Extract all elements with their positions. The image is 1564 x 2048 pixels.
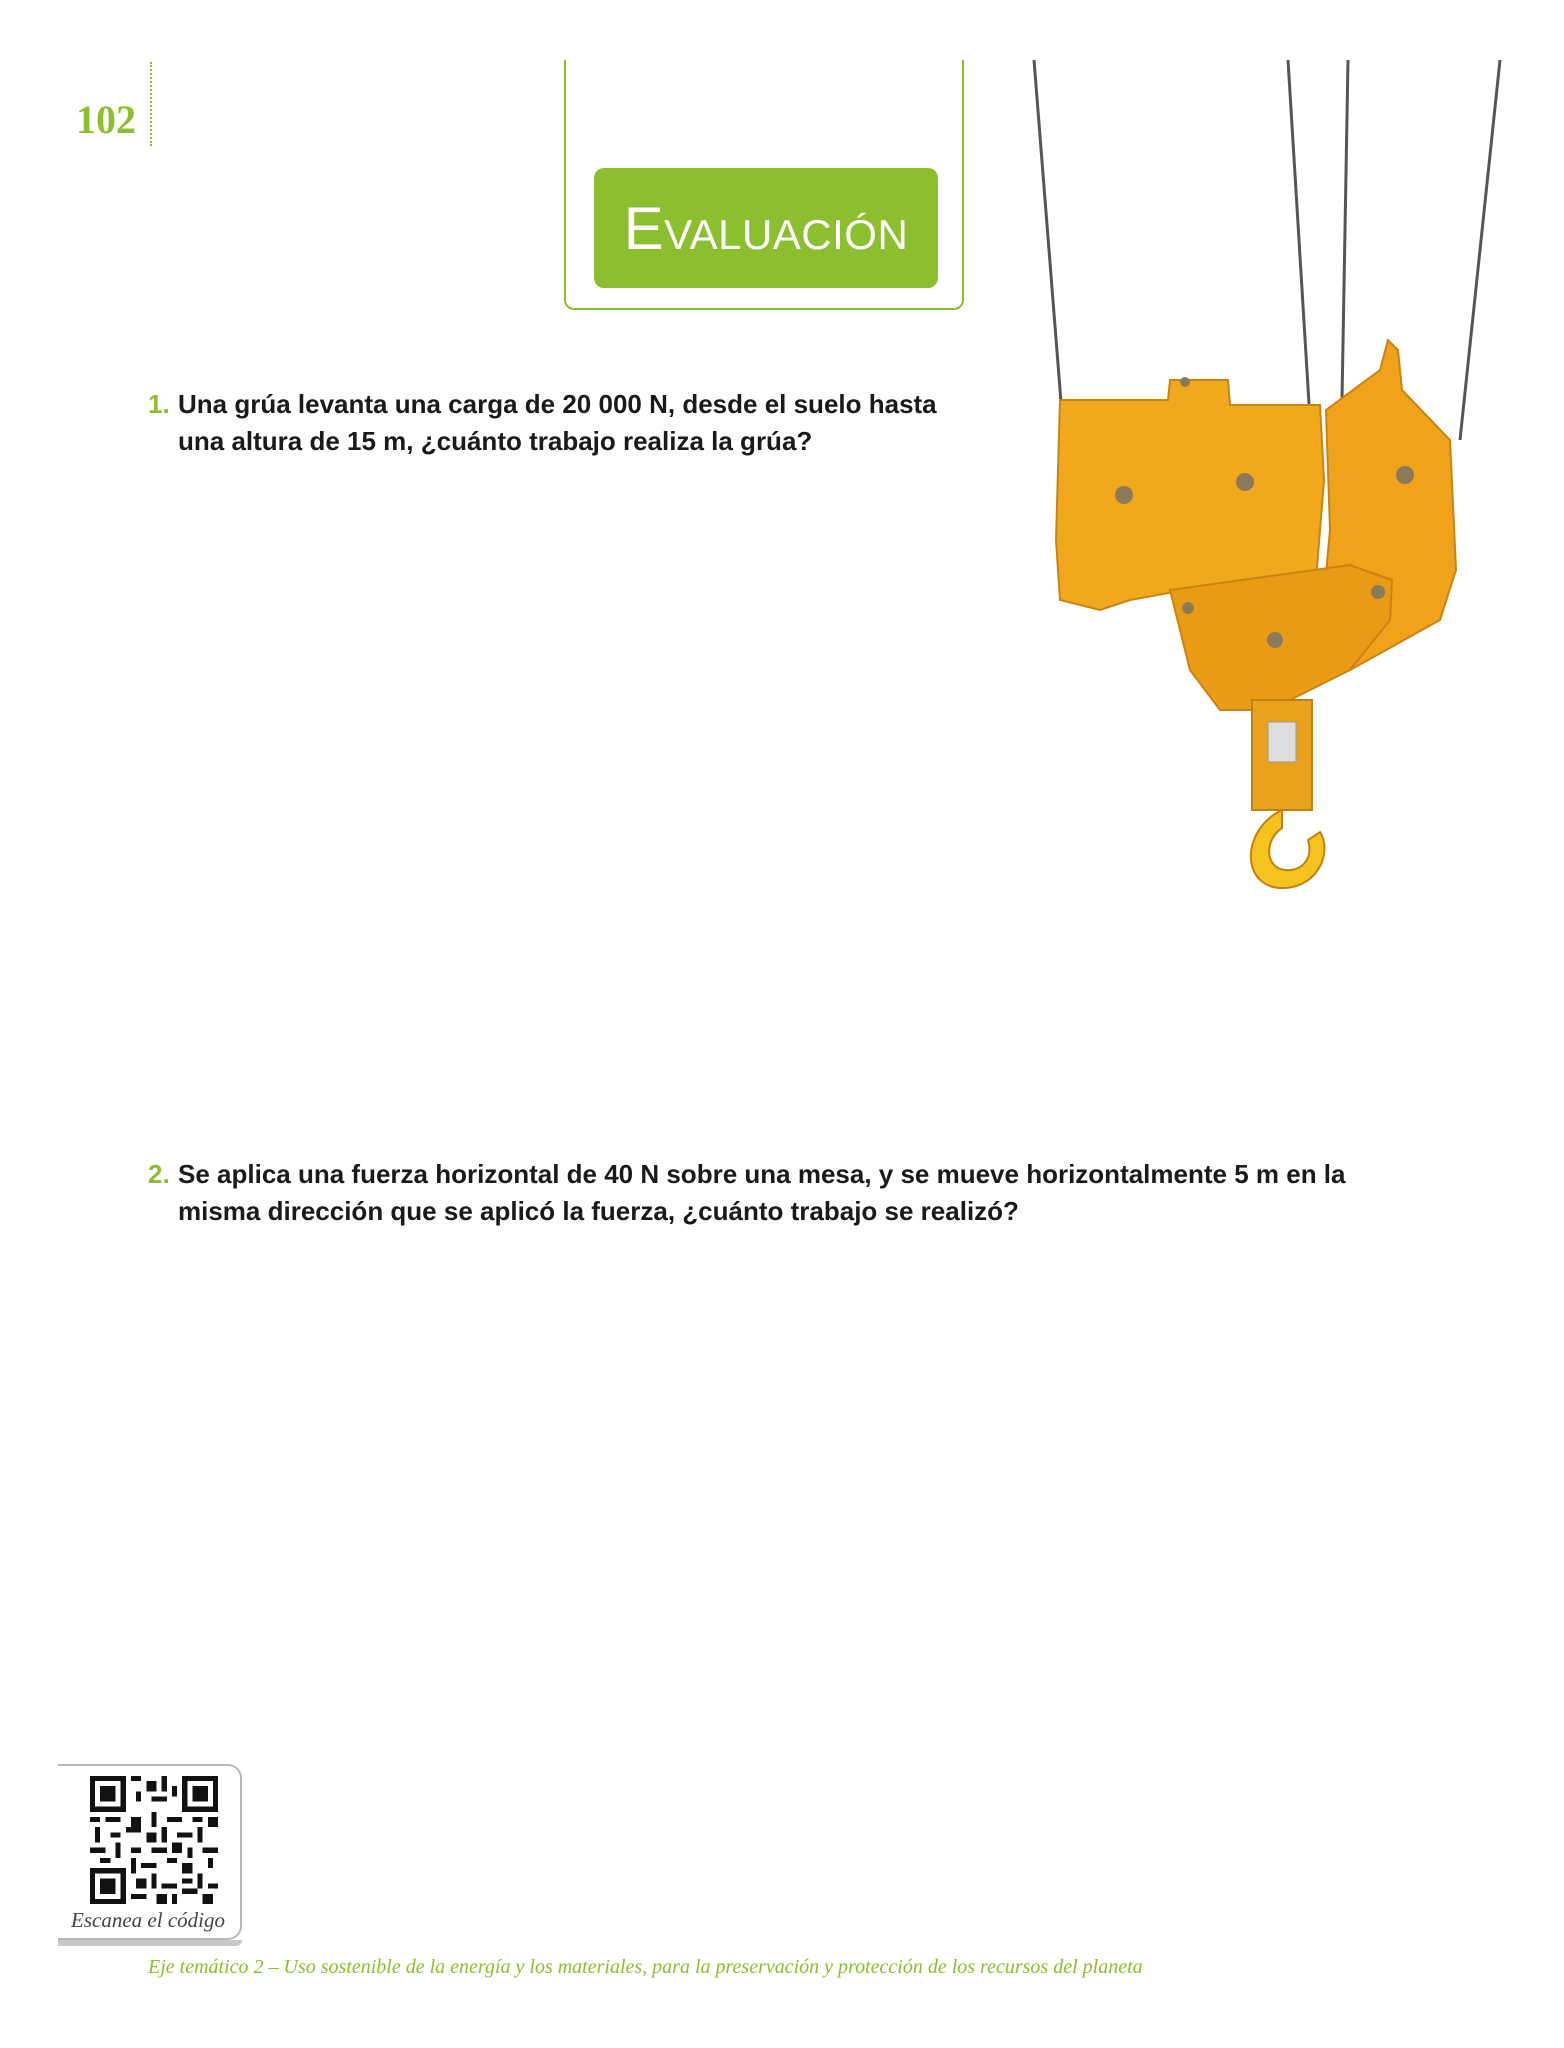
qr-code[interactable] <box>90 1776 218 1904</box>
crane-hook-image <box>1020 60 1520 890</box>
question-1 <box>148 386 948 460</box>
page-number-divider <box>150 62 152 146</box>
qr-caption: Escanea el código <box>71 1908 225 1932</box>
question-2-text: Se aplica una fuerza horizontal de 40 N sobre una mesa, y se mueve horizontalmente 5 m en la misma dirección que se aplicó la fuerza, ¿cuánto trabajo se realizó? <box>178 1159 1346 1226</box>
section-title: Evaluación <box>623 194 909 262</box>
page-number: 102 <box>76 97 136 142</box>
question-2-number: 2. <box>148 1159 170 1189</box>
qr-code-box <box>58 1764 242 1940</box>
section-title-badge <box>594 168 938 288</box>
question-2 <box>148 1156 1408 1230</box>
footer-axis-title: Eje temático 2 – Uso sostenible de la energía y los materiales, para la preservación y protección de los recursos del planeta <box>148 1956 1143 1978</box>
question-1-text: Una grúa levanta una carga de 20 000 N, desde el suelo hasta una altura de 15 m, ¿cuánto trabajo realiza la grúa? <box>178 389 937 456</box>
question-1-number: 1. <box>148 389 170 419</box>
